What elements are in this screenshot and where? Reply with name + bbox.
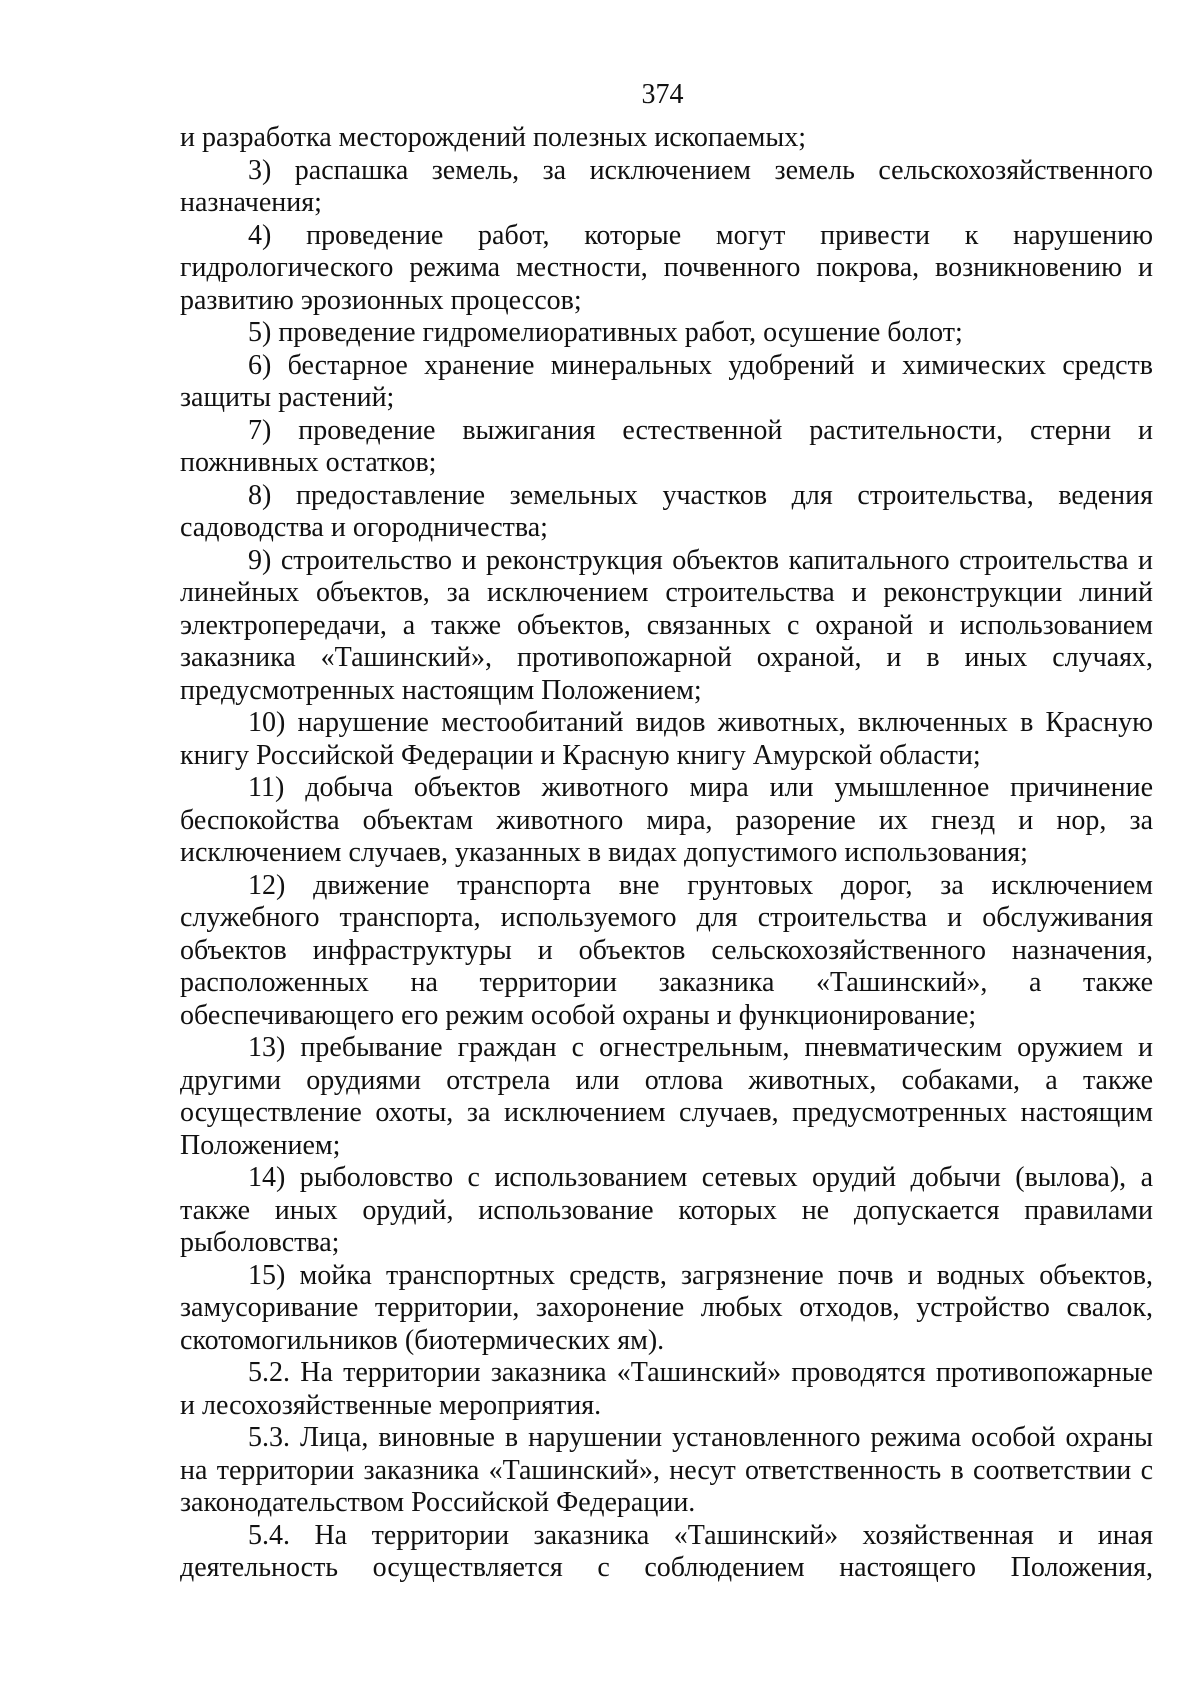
paragraph-item-9: 9) строительство и реконструкция объектов капитального строительства и линейных объектов, за исключением строительства и реконструкции линий электропередачи, а также объектов, связанных с охраной и использованием заказника «Ташинский», противопожарной охраной, и в иных случаях, предусмотренных настоящим Положением; <box>180 544 1153 706</box>
paragraph-item-12: 12) движение транспорта вне грунтовых дорог, за исключением служебного транспорта, используемого для строительства и обслуживания объектов инфраструктуры и объектов сельскохозяйственного назначения, расположенных на территории заказника «Ташинский», а также обеспечивающего его режим особой охраны и функционирование; <box>180 869 1153 1031</box>
paragraph-section-5-2: 5.2. На территории заказника «Ташинский» проводятся противопожарные и лесохозяйственные мероприятия. <box>180 1357 1153 1421</box>
paragraph-continuation: и разработка месторождений полезных ископаемых; <box>180 122 806 153</box>
page-number: 374 <box>641 79 684 110</box>
paragraph-item-15: 15) мойка транспортных средств, загрязнение почв и водных объектов, замусоривание территории, захоронение любых отходов, устройство свалок, скотомогильников (биотермических ям). <box>180 1259 1153 1356</box>
paragraph-item-3: 3) распашка земель, за исключением земель сельскохозяйственного назначения; <box>180 154 1153 218</box>
paragraph-section-5-3: 5.3. Лица, виновные в нарушении установленного режима особой охраны на территории заказника «Ташинский», несут ответственность в соответствии с законодательством Российской Федерации. <box>180 1422 1153 1518</box>
paragraph-item-14: 14) рыболовство с использованием сетевых орудий добычи (вылова), а также иных орудий, использование которых не допускается правилами рыболовства; <box>180 1162 1153 1258</box>
paragraph-item-6: 6) бестарное хранение минеральных удобрений и химических средств защиты растений; <box>180 349 1153 413</box>
paragraph-item-8: 8) предоставление земельных участков для строительства, ведения садоводства и огородничества; <box>180 479 1153 543</box>
document-body <box>180 122 1153 1585</box>
paragraph-item-5: 5) проведение гидромелиоративных работ, осушение болот; <box>248 317 963 348</box>
paragraph-item-4: 4) проведение работ, которые могут привести к нарушению гидрологического режима местности, почвенного покрова, возникновению и развитию эрозионных процессов; <box>180 219 1153 316</box>
paragraph-item-10: 10) нарушение местообитаний видов животных, включенных в Красную книгу Российской Федерации и Красную книгу Амурской области; <box>180 707 1153 771</box>
paragraph-item-11: 11) добыча объектов животного мира или умышленное причинение беспокойства объектам животного мира, разорение их гнезд и нор, за исключением случаев, указанных в видах допустимого использования; <box>180 772 1153 868</box>
paragraph-section-5-4: 5.4. На территории заказника «Ташинский» хозяйственная и иная деятельность осуществляется с соблюдением настоящего Положения, <box>180 1519 1153 1583</box>
paragraph-item-7: 7) проведение выжигания естественной растительности, стерни и пожнивных остатков; <box>180 414 1153 478</box>
paragraph-item-13: 13) пребывание граждан с огнестрельным, пневматическим оружием и другими орудиями отстрела или отлова животных, собаками, а также осуществление охоты, за исключением случаев, предусмотренных настоящим Положением; <box>180 1032 1153 1161</box>
